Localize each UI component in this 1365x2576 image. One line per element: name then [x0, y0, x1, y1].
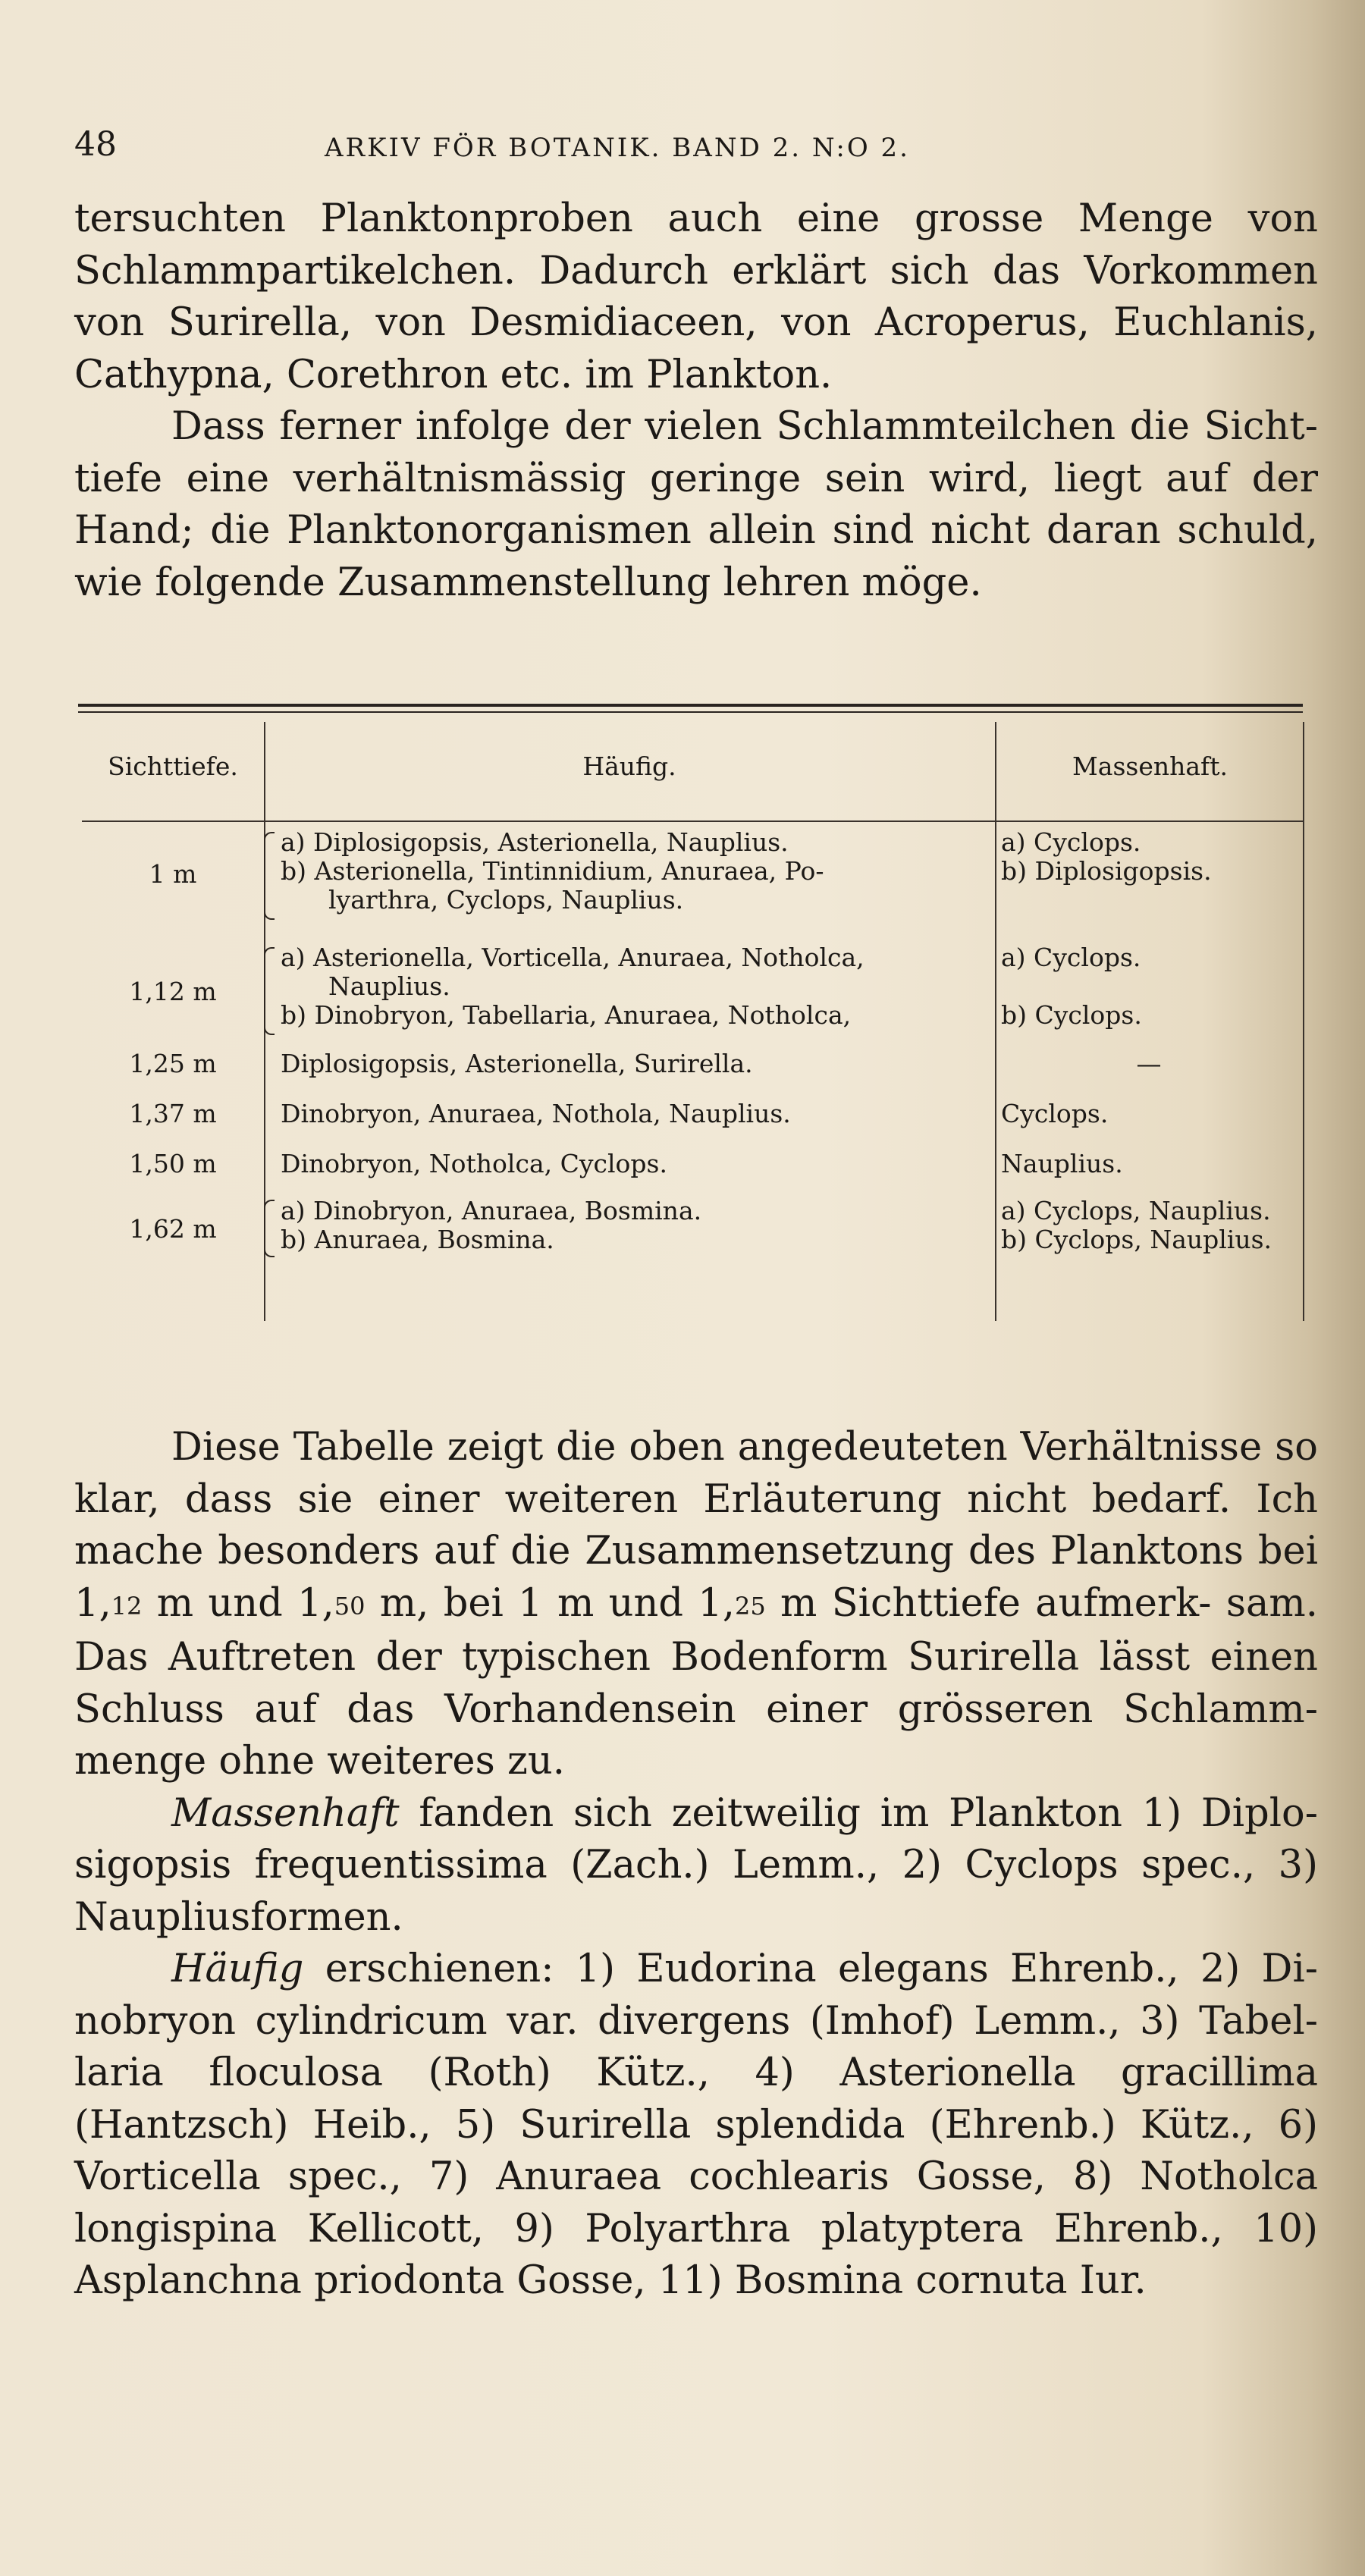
mass-a: a) Cyclops. [1001, 943, 1141, 972]
paragraph: tersuchten Planktonproben auch eine grosse Menge von Schlammpartikelchen. Dadurch erklärt sich das Vorkommen von Surirella, von Desmidiaceen, von Acroperus, Euchlanis, Cathypna, Corethron etc. im Plankton. [74, 196, 1318, 397]
mass: Cyclops. [1001, 1099, 1109, 1128]
frequent-a: a) Asterionella, Vorticella, Anuraea, Notholca, [281, 943, 864, 972]
table-top-rule [78, 704, 1303, 707]
column-header-frequent: Häufig. [582, 751, 676, 781]
depth-value: 1,25 m [129, 1049, 217, 1078]
body-text-bottom [74, 1422, 1318, 2308]
body-text-top [74, 193, 1318, 609]
brace [264, 1200, 275, 1257]
table-top-rule-thin [78, 711, 1303, 713]
frequent: Dinobryon, Notholca, Cyclops. [281, 1149, 667, 1178]
paragraph: Dass ferner infolge der vielen Schlammteilchen die Sicht- tiefe eine verhältnismässig geringe sein wird, liegt auf der Hand; die Planktonorganismen allein sind nicht daran schuld, wie folgende Zusammenstellung lehren möge. [74, 404, 1318, 605]
frequent-a-cont: Nauplius. [328, 971, 450, 1001]
mass-a: a) Cyclops, Nauplius. [1001, 1196, 1271, 1225]
frequent-b: b) Anuraea, Bosmina. [281, 1225, 554, 1254]
mass-b: b) Diplosigopsis. [1001, 856, 1212, 886]
depth-value: 1 m [149, 859, 197, 889]
mass-a: a) Cyclops. [1001, 827, 1141, 857]
page-header [74, 125, 1318, 171]
frequent: Dinobryon, Anuraea, Nothola, Nauplius. [281, 1099, 791, 1128]
depth-value: 1,37 m [129, 1099, 217, 1128]
depth-value: 1,50 m [129, 1149, 217, 1178]
frequent-b-cont: lyarthra, Cyclops, Nauplius. [328, 885, 684, 915]
frequent-b: b) Dinobryon, Tabellaria, Anuraea, Notholca, [281, 1000, 852, 1030]
mass: Nauplius. [1001, 1149, 1123, 1178]
mass-b: b) Cyclops, Nauplius. [1001, 1225, 1272, 1254]
column-header-mass: Massenhaft. [1072, 751, 1228, 781]
depth-value: 1,62 m [129, 1214, 217, 1244]
paragraph: Häufig erschienen: 1) Eudorina elegans Ehrenb., 2) Di- nobryon cylindricum var. divergens (Imhof) Lemm., 3) Tabel- laria floculosa (Roth) Kütz., 4) Asterionella gracillima (Hantzsch) Heib., 5) Surirella splendida (Ehrenb.) Kütz., 6) Vorticella spec., 7) Anuraea cochlearis Gosse, 8) Notholca longispina Kellicott, 9) Polyarthra platyptera Ehrenb., 10) Asplanchna priodonta Gosse, 11) Bosmina cornuta Iur. [74, 1947, 1318, 2303]
depth-table [82, 722, 1304, 1254]
frequent: Diplosigopsis, Asterionella, Surirella. [281, 1049, 753, 1078]
mass: — [1136, 1049, 1162, 1078]
page-number: 48 [74, 125, 117, 164]
brace [264, 832, 275, 920]
frequent-b: b) Asterionella, Tintinnidium, Anuraea, Po- [281, 856, 824, 886]
emphasis: Häufig [171, 1947, 304, 1991]
frequent-a: a) Dinobryon, Anuraea, Bosmina. [281, 1196, 702, 1225]
paragraph: Diese Tabelle zeigt die oben angedeuteten Verhältnisse so klar, dass sie einer weiteren Erläuterung nicht bedarf. Ich mache besonders auf die Zusammensetzung des Planktons bei 1,12 m und 1,50 m, bei 1 m und 1,25 m Sichttiefe aufmerk- sam. Das Auftreten der typischen Bodenform Surirella lässt einen Schluss auf das Vorhandensein einer grösseren Schlamm- menge ohne weiteres zu. [74, 1425, 1319, 1784]
column-header-depth: Sichttiefe. [108, 751, 238, 781]
mass-b: b) Cyclops. [1001, 1000, 1142, 1030]
brace [264, 947, 275, 1035]
frequent-a: a) Diplosigopsis, Asterionella, Nauplius. [281, 827, 789, 857]
paragraph: Massenhaft fanden sich zeitweilig im Plankton 1) Diplo- sigopsis frequentissima (Zach.) Lemm., 2) Cyclops spec., 3) Naupliusformen. [74, 1790, 1318, 1940]
running-head: ARKIV FÖR BOTANIK. BAND 2. N:O 2. [325, 133, 910, 163]
depth-value: 1,12 m [129, 977, 217, 1006]
emphasis: Massenhaft [171, 1790, 400, 1836]
